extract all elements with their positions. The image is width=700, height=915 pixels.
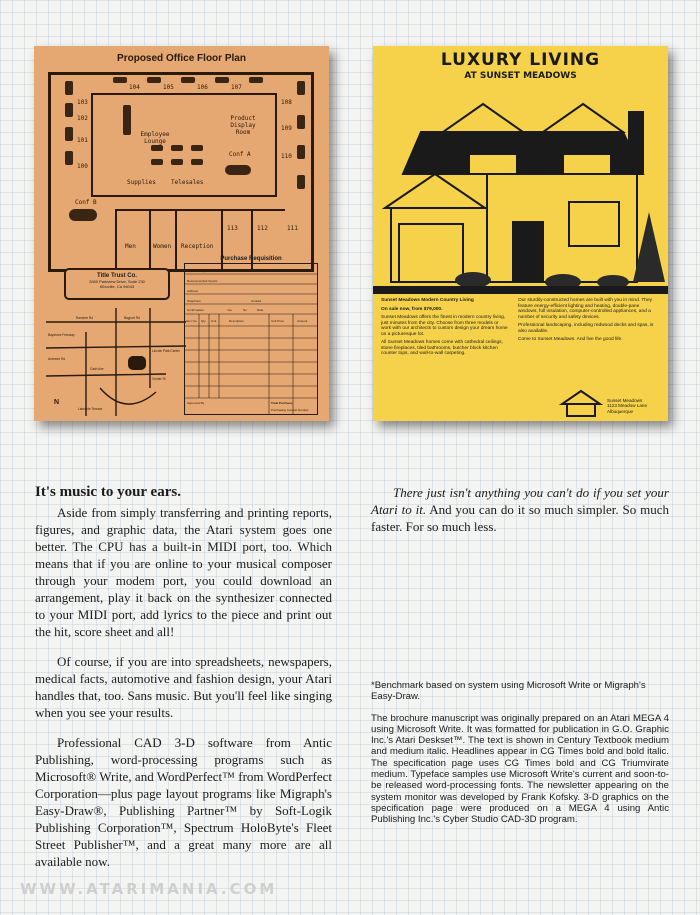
svg-text:Confirmation: Confirmation [187,308,205,312]
svg-text:Approved By: Approved By [187,401,205,405]
svg-text:Qty: Qty [201,319,206,323]
colophon: The brochure manuscript was originally prepared on an Atari MEGA 4 using Microsoft Write. It was formatted for publication in G.O. Graphic Inc.'s Atari Deskset™. The text is shown in Century Textbook medium and medium italic. Headlines appear in CG Times bold and bold italic. The specification page uses CG Times bold and CG Triumvirate medium. Typeface samples use Microsoft Write's current and soon-to-be released word-processing fonts. The newsletter appearing on the system monitor was developed by Frank Kofsky. 3-D graphics on the specification page were produced on a MEGA 4 using Antic Publishing Inc.'s Cyber Studio CAD-3D program. [371,712,669,826]
svg-text:Bayshore Freeway: Bayshore Freeway [48,333,75,337]
svg-text:N: N [54,399,60,406]
svg-text:Recommended Vendor: Recommended Vendor [187,279,218,283]
benchmark-footnote: *Benchmark based on system using Microsoft Write or Migraph's Easy-Draw. [371,680,646,703]
svg-text:Item No.: Item No. [186,319,198,323]
svg-text:Telephone: Telephone [187,299,201,303]
svg-text:Lincoln Park Center: Lincoln Park Center [152,349,180,353]
purchase-requisition-form: Purchase Requisition Submitted By Date Phone Ext Recommended Vendor Address Telephone Contact Confirmation Yes No Date Item No. Qty Unit Description Unit Price Amount Approved By Total Purchase Purchasing Contact Number [184,263,318,415]
svg-text:Ardmore Rd: Ardmore Rd [48,357,66,361]
brochure-title: LUXURY LIVING [440,50,601,70]
svg-text:Center St: Center St [152,377,166,381]
house-logo-icon [559,388,603,418]
svg-text:Phone Ext: Phone Ext [285,269,299,273]
brochure-subtitle: AT SUNSET MEADOWS [464,71,577,81]
svg-text:Contact: Contact [251,299,262,303]
floor-plan-title: Proposed Office Floor Plan [117,53,246,64]
svg-text:Unit: Unit [211,319,217,323]
house-illustration [373,82,668,294]
svg-text:No: No [243,308,247,312]
tagline: There just isn't anything you can't do if you set your Atari to it. And you can do it so much simpler. So much faster. For so much less. [371,485,670,534]
brochure-logo-text: Sunset Meadows 1123 Meadow Lane Albuquerque [607,398,648,414]
svg-text:Rancher Rd: Rancher Rd [76,316,94,320]
title-trust-card: Title Trust Co. 2650 Parkview Drive, Suite 230 Kiboville, Ca 94043 [64,268,170,300]
article-column-left [35,504,332,883]
svg-text:Total Purchase: Total Purchase [271,401,293,405]
svg-text:Address: Address [187,289,199,293]
article-column-right [371,484,669,548]
brochure-sheet [373,46,668,421]
notes-column [371,680,669,836]
floor-plan-sheet [34,46,329,421]
svg-text:Submitted By: Submitted By [187,269,205,273]
svg-text:Amount: Amount [297,319,308,323]
svg-text:Date: Date [247,269,254,273]
svg-text:Bayport Rd: Bayport Rd [124,316,140,320]
section-heading: It's music to your ears. [35,484,181,500]
watermark: WWW.ATARIMANIA.COM [20,880,278,898]
svg-text:Lakeside Terrace: Lakeside Terrace [78,407,103,411]
location-map [46,308,186,416]
svg-text:Date: Date [257,308,264,312]
floor-plan-drawing: 103 104 105 106 107 108 102 101 100 Employee Lounge Product Display Room Conf A 109 110 Supplies Telesales Conf B Men Women Reception 113 112 111 [48,72,314,272]
brochure-column-left: Sunset Meadows Modern Country Living On sale now, from $79,000. Sunset Meadows offers the finest in modern country living, just minutes from the city. Choose from three models or work with our architects to custom design your dream home on a picturesque lot. All Sunset Meadows homes come with cathedral ceilings, stone fireplaces, tiled bathrooms, butcher block kitchen counter tops, and wall-to-wall carpeting. [381,298,508,357]
svg-text:Description: Description [229,319,245,323]
brochure-column-right: Our sturdily-constructed homes are built with you in mind. They feature energy-efficient lighting and heating, double-pane windows, full insulation, computer-controlled appliances, and a number of security and safety devices. Professional landscaping, including redwood decks and spas, is also available. Come to Sunset Meadows. And live the good life. [518,298,654,343]
article-paragraph: Professional CAD 3-D software from Antic Publishing, word-processing programs such as Microsoft® Write, and WordPerfect™ from WordPerfect Corporation—plus page layout programs like Migraph's Easy-Draw®, Publishing Partner™ by Soft-Logik Publishing Corporation™, Spectrum HoloByte's Fleet Street Publisher™, and a great many more are all available now. [35,735,332,869]
svg-text:Cash Ave: Cash Ave [90,367,104,371]
article-paragraph: Of course, if you are into spreadsheets, newspapers, medical facts, automotive and fashion design, your Atari handles that, too. Sans music. But you'll feel like singing when you see your results. [35,654,332,720]
article-paragraph: Aside from simply transferring and printing reports, figures, and graphic data, the Atari system goes one better. The CPU has a built-in MIDI port, too. Which means that if you are online to your musical composer through your modem port, you could download an arrangement, play it back on the synthesizer connected to your MIDI port, add lyrics to the piece and print out the hit, score sheet and all! [35,505,332,639]
svg-text:Yes: Yes [227,308,232,312]
svg-text:Purchasing Contact Number: Purchasing Contact Number [271,408,309,412]
svg-text:Unit Price: Unit Price [271,319,285,323]
